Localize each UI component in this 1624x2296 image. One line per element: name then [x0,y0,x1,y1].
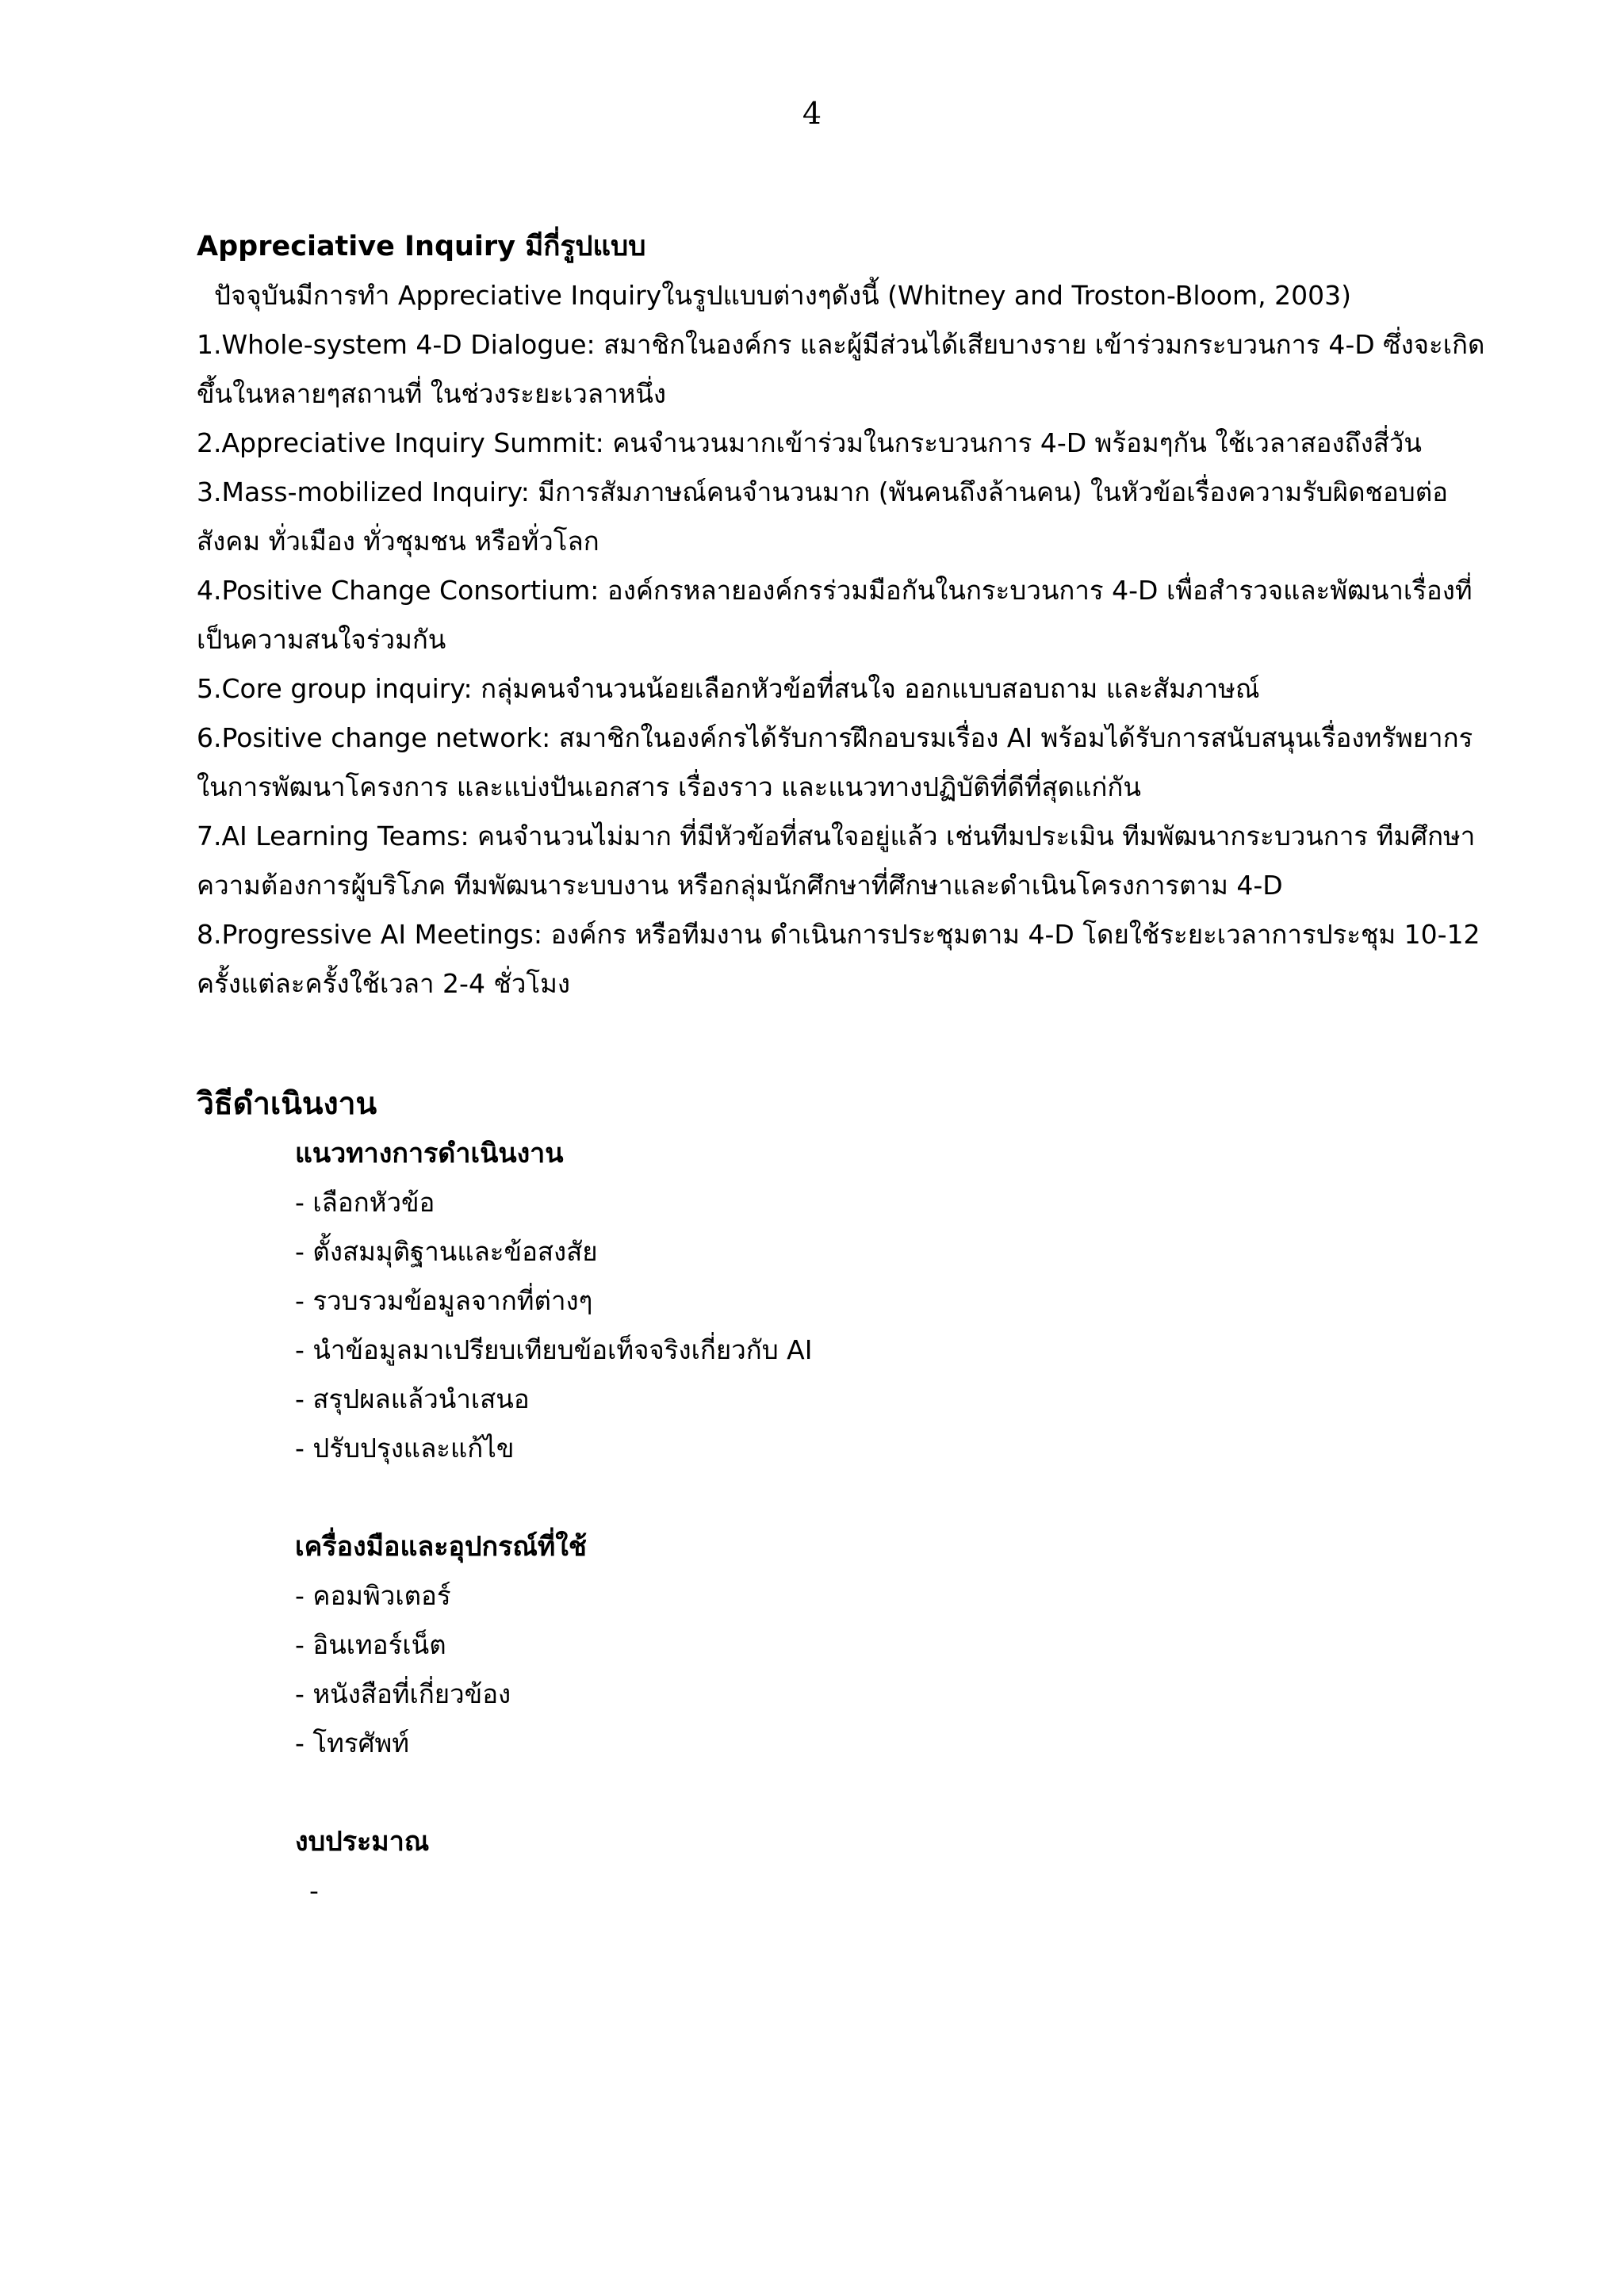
list-item: - โทรศัพท์ [295,1728,410,1758]
list-item: - หนังสือที่เกี่ยวข้อง [295,1678,511,1709]
list-item: 6.Positive change network: สมาชิกในองค์กรได้รับการฝึกอบรมเรื่อง AI พร้อมได้รับการสนับสนุนเรื่องทรัพยากรในการพัฒนาโครงการ และแบ่งปันเอกสาร เรื่องราว และแนวทางปฏิบัติที่ดีที่สุดแก่กัน [197,722,1473,802]
spacer [197,1768,1497,1817]
approach-block [295,1129,1497,1473]
list-item: 1.Whole-system 4-D Dialogue: สมาชิกในองค์กร และผู้มีส่วนได้เสียบางราย เข้าร่วมกระบวนการ 4-D ซึ่งจะเกิดขึ้นในหลายๆสถานที่ ในช่วงระยะเวลาหนึ่ง [197,329,1485,409]
list-item: - รวบรวมข้อมูลจากที่ต่างๆ [295,1285,593,1316]
section-ai-formats [197,222,1497,1008]
list-item: 4.Positive Change Consortium: องค์กรหลายองค์กรร่วมมือกันในกระบวนการ 4-D เพื่อสำรวจและพัฒนาเรื่องที่เป็นความสนใจร่วมกัน [197,575,1473,655]
tools-heading: เครื่องมือและอุปกรณ์ที่ใช้ [295,1531,587,1563]
section-title: Appreciative Inquiry มีกี่รูปแบบ [197,231,646,262]
list-item: 8.Progressive AI Meetings: องค์กร หรือทีมงาน ดำเนินการประชุมตาม 4-D โดยใช้ระยะเวลาการประชุม 10-12 ครั้งแต่ละครั้งใช้เวลา 2-4 ชั่วโมง [197,919,1480,999]
budget-heading: งบประมาณ [295,1826,430,1858]
list-item: 5.Core group inquiry: กลุ่มคนจำนวนน้อยเลือกหัวข้อที่สนใจ ออกแบบสอบถาม และสัมภาษณ์ [197,673,1260,704]
budget-value: - [309,1875,319,1906]
list-item: - สรุปผลแล้วนำเสนอ [295,1383,530,1414]
approach-heading: แนวทางการดำเนินงาน [295,1138,564,1169]
budget-block [295,1817,1497,1915]
list-item: - นำข้อมูลมาเปรียบเทียบข้อเท็จจริงเกี่ยวกับ AI [295,1334,813,1365]
methods-heading: วิธีดำเนินงาน [197,1086,377,1122]
list-item: - เลือกหัวข้อ [295,1187,435,1218]
spacer [197,1473,1497,1522]
tools-block [295,1522,1497,1768]
list-item: 3.Mass-mobilized Inquiry: มีการสัมภาษณ์คนจำนวนมาก (พันคนถึงล้านคน) ในหัวข้อเรื่องความรับผิดชอบต่อสังคม ทั่วเมือง ทั่วชุมชน หรือทั่วโลก [197,476,1448,557]
list-item: 2.Appreciative Inquiry Summit: คนจำนวนมากเข้าร่วมในกระบวนการ 4-D พร้อมๆกัน ใช้เวลาสองถึงสี่วัน [197,427,1422,458]
list-item: 7.AI Learning Teams: คนจำนวนไม่มาก ที่มีหัวข้อที่สนใจอยู่แล้ว เช่นทีมประเมิน ทีมพัฒนากระบวนการ ทีมศึกษาความต้องการผู้บริโภค ทีมพัฒนาระบบงาน หรือกลุ่มนักศึกษาที่ศึกษาและดำเนินโครงการตาม 4-D [197,821,1476,901]
list-item: - ตั้งสมมุติฐานและข้อสงสัย [295,1236,598,1267]
page-number: 4 [802,96,822,131]
list-item: - คอมพิวเตอร์ [295,1580,451,1611]
list-item: - ปรับปรุงและแก้ไข [295,1433,515,1464]
document-body [197,222,1497,1915]
intro-paragraph: ปัจจุบันมีการทำ Appreciative Inquiryในรูปแบบต่างๆดังนี้ (Whitney and Troston-Bloom, 2003) [214,280,1351,311]
list-item: - อินเทอร์เน็ต [295,1629,446,1660]
